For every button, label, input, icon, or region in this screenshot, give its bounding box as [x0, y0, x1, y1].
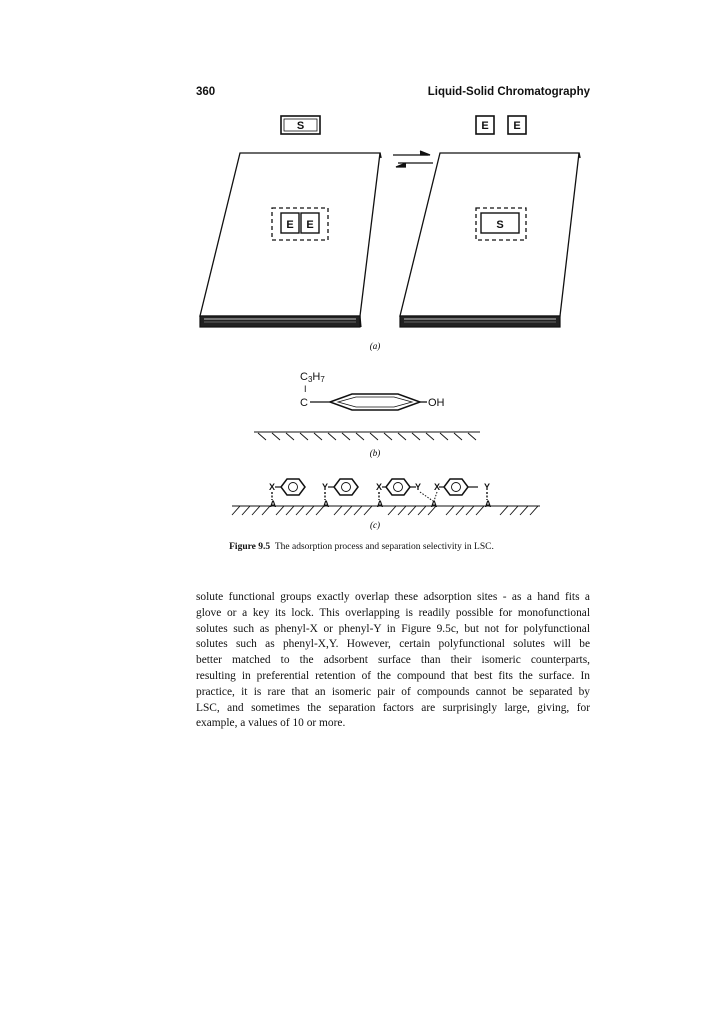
right-adsorbent-surface — [400, 153, 580, 327]
panel-b-molecule — [300, 371, 445, 409]
page-number: 360 — [196, 86, 216, 98]
body-line-4: solutes such as phenyl-X,Y. However, certain polyfunctional solutes will be — [196, 638, 590, 651]
mol4-x: X — [433, 482, 441, 492]
molecule-phenyl-x-1 — [272, 479, 305, 500]
body-line-9: example, a values of 10 or more. — [196, 717, 346, 730]
mol2-y: Y — [321, 482, 329, 492]
mol1-x: X — [268, 482, 276, 492]
solvent-label: S — [296, 120, 305, 132]
body-line-8: LSC, and sometimes the separation factors are surprisingly large, giving, for — [196, 701, 590, 714]
anchor-atom: C — [300, 397, 308, 409]
sublabel-b: (b) — [369, 448, 381, 458]
surface-c — [232, 506, 540, 515]
left-adsorbent-surface — [200, 153, 381, 327]
substituent-label: C3H7 — [300, 371, 325, 384]
figure-caption — [0, 542, 723, 552]
adsorbed-eluent-label-1: E — [286, 219, 294, 231]
caption-label: Figure 9.5 — [229, 542, 271, 552]
body-line-1: solute functional groups exactly overlap these adsorption sites - as a hand fits a — [196, 591, 590, 603]
benzene-ring-flat — [310, 394, 427, 410]
molecule-phenyl-xy-2 — [434, 479, 487, 501]
mol3-x: X — [375, 482, 383, 492]
body-paragraph — [196, 590, 590, 732]
adsorbed-eluent-label-2: E — [306, 219, 314, 231]
molecule-phenyl-xy-1 — [379, 479, 433, 501]
site-5: A — [484, 499, 492, 509]
adsorbed-eluent-left — [272, 208, 328, 240]
molecule-phenyl-y-1 — [325, 479, 358, 500]
site-3: A — [376, 499, 384, 509]
sublabel-a: (a) — [369, 341, 381, 351]
body-line-3: solutes such as phenyl-X or phenyl-Y in Figure 9.5c, but not for polyfunctional — [196, 622, 590, 635]
hydroxyl-group: OH — [428, 397, 445, 409]
site-2: A — [322, 499, 330, 509]
adsorbed-solute-label: S — [496, 219, 504, 231]
mol4-y: Y — [483, 482, 491, 492]
running-title: Liquid-Solid Chromatography — [427, 86, 590, 98]
body-line-5: better matched to the adsorbent surface than their isomeric counterparts, — [196, 654, 590, 667]
mol3-y: Y — [414, 482, 422, 492]
eluent-label-2: E — [513, 120, 521, 132]
sublabel-c: (c) — [370, 520, 380, 530]
site-4: A — [430, 499, 438, 509]
body-line-2: glove or a key its lock. This overlapping is readily possible for monofunctional — [196, 606, 590, 619]
bond-mark: I — [304, 384, 307, 394]
body-line-6: resulting in preferential retention of the compound that best fits the surface. In — [196, 669, 590, 682]
equilibrium-arrows — [393, 151, 433, 167]
surface-hatch-b — [254, 432, 480, 440]
site-1: A — [269, 499, 277, 509]
eluent-label-1: E — [481, 120, 489, 132]
body-line-7: practice, it is rare that an isomeric pair of compounds cannot be separated by — [196, 685, 590, 698]
caption-text: The adsorption process and separation selectivity in LSC. — [274, 542, 494, 552]
